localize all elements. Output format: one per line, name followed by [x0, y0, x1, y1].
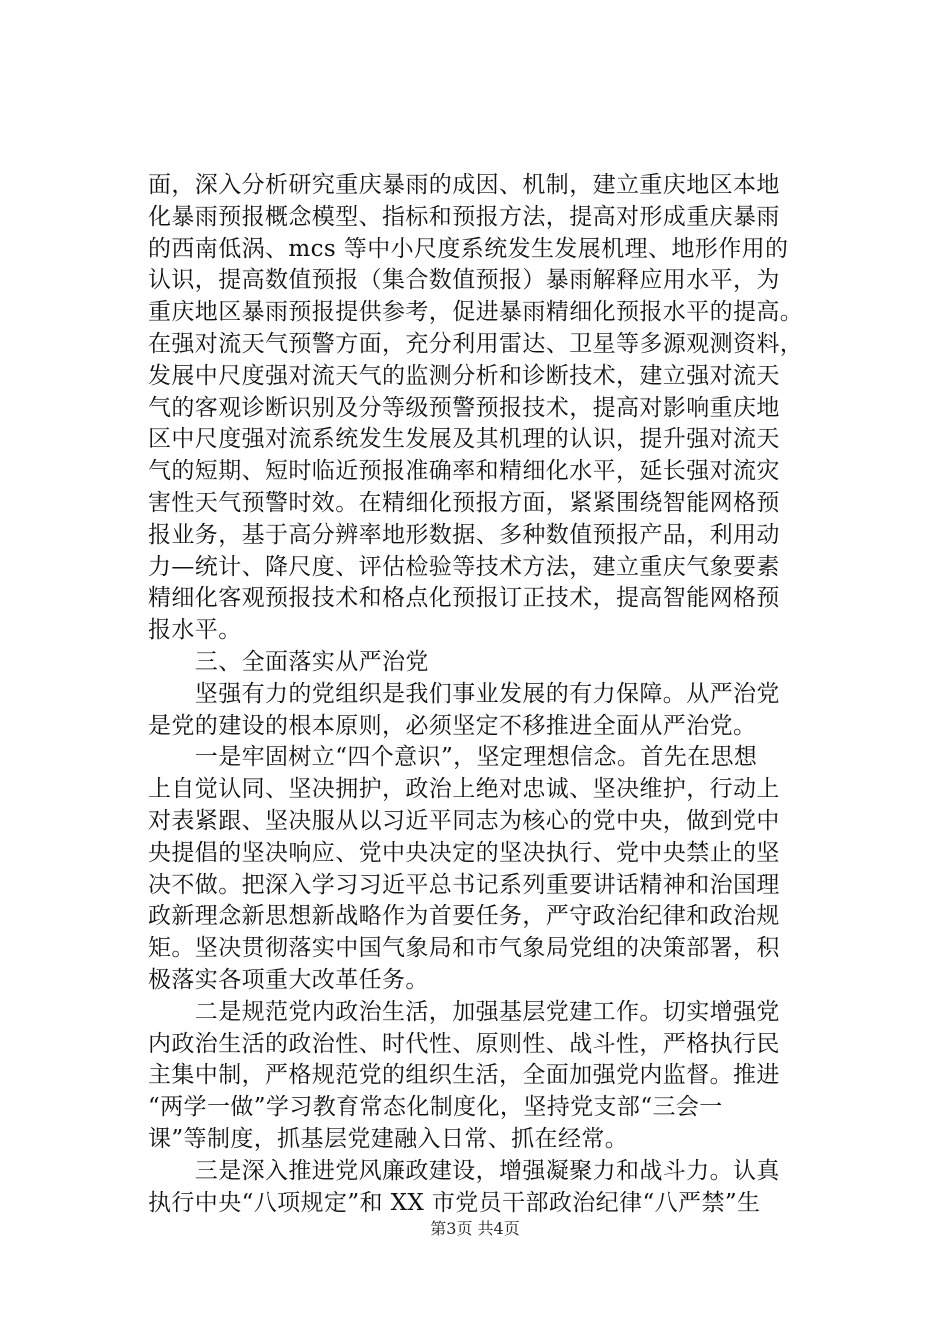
text-line: 害性天气预警时效。在精细化预报方面，紧紧围绕智能网格预 — [148, 489, 780, 516]
text-line: 坚强有力的党组织是我们事业发展的有力保障。从严治党 — [148, 680, 780, 707]
body-text — [148, 170, 828, 1219]
text-line: 极落实各项重大改革任务。 — [148, 966, 429, 993]
text-line: 报业务，基于高分辨率地形数据、多种数值预报产品，利用动 — [148, 521, 780, 548]
text-line: 精细化客观预报技术和格点化预报订正技术，提高智能网格预 — [148, 585, 780, 612]
text-line: 力—统计、降尺度、评估检验等技术方法，建立重庆气象要素 — [148, 553, 780, 580]
text-line: 课”等制度，抓基层党建融入日常、抓在经常。 — [148, 1125, 629, 1152]
text-line: 是党的建设的根本原则，必须坚定不移推进全面从严治党。 — [148, 712, 757, 739]
text-line: 气的客观诊断识别及分等级预警预报技术，提高对影响重庆地 — [148, 394, 780, 421]
text-line: 三是深入推进党风廉政建设，增强凝聚力和战斗力。认真 — [148, 1157, 780, 1184]
text-line: 报水平。 — [148, 617, 242, 644]
text-line: 一是牢固树立“四个意识”，坚定理想信念。首先在思想 — [148, 744, 758, 771]
text-line: 气的短期、短时临近预报准确率和精细化水平，延长强对流灾 — [148, 458, 780, 485]
text-line: 重庆地区暴雨预报提供参考，促进暴雨精细化预报水平的提高。 — [148, 299, 804, 326]
text-line: 上自觉认同、坚决拥护，政治上绝对忠诚、坚决维护，行动上 — [148, 776, 780, 803]
text-line: 化暴雨预报概念模型、指标和预报方法，提高对形成重庆暴雨 — [148, 203, 780, 230]
text-line: 对表紧跟、坚决服从以习近平同志为核心的党中央，做到党中 — [148, 807, 780, 834]
text-line: 政新理念新思想新战略作为首要任务，严守政治纪律和政治规 — [148, 903, 780, 930]
text-line: 二是规范党内政治生活，加强基层党建工作。切实增强党 — [148, 998, 780, 1025]
text-line: 的西南低涡、mcs 等中小尺度系统发生发展机理、地形作用的 — [148, 235, 789, 262]
text-line: 认识，提高数值预报（集合数值预报）暴雨解释应用水平，为 — [148, 267, 780, 294]
text-line: 央提倡的坚决响应、党中央决定的坚决执行、党中央禁止的坚 — [148, 839, 780, 866]
text-line: 决不做。把深入学习习近平总书记系列重要讲话精神和治国理 — [148, 871, 780, 898]
text-line: 主集中制，严格规范党的组织生活，全面加强党内监督。推进 — [148, 1062, 780, 1089]
text-line: 区中尺度强对流系统发生发展及其机理的认识，提升强对流天 — [148, 426, 780, 453]
text-line: “两学一做”学习教育常态化制度化，坚持党支部“三会一 — [148, 1094, 723, 1121]
text-line: 执行中央“八项规定”和 XX 市党员干部政治纪律“八严禁”生 — [148, 1189, 761, 1216]
text-line: 矩。坚决贯彻落实中国气象局和市气象局党组的决策部署，积 — [148, 935, 780, 962]
page-footer: 第3页 共4页 — [430, 1219, 520, 1238]
text-line: 面，深入分析研究重庆暴雨的成因、机制，建立重庆地区本地 — [148, 172, 780, 198]
text-line: 在强对流天气预警方面，充分利用雷达、卫星等多源观测资料， — [148, 330, 804, 357]
text-line: 发展中尺度强对流天气的监测分析和诊断技术，建立强对流天 — [148, 362, 780, 389]
text-line: 内政治生活的政治性、时代性、原则性、战斗性，严格执行民 — [148, 1030, 780, 1057]
text-line: 三、全面落实从严治党 — [148, 648, 429, 675]
